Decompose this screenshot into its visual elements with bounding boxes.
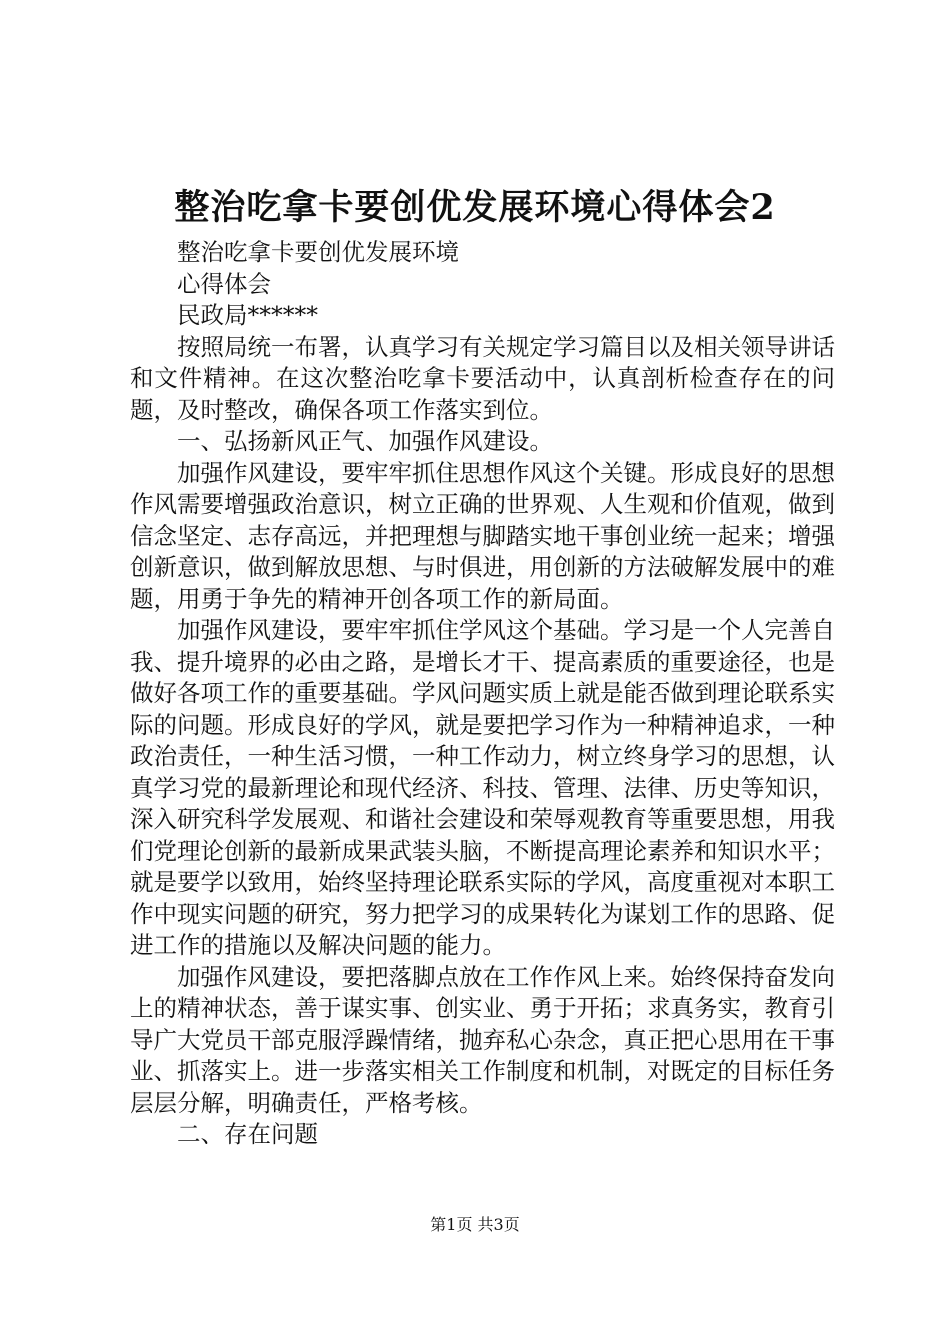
section-heading-2: 二、存在问题 [177,1120,318,1148]
subtitle-line-2: 心得体会 [177,269,271,298]
page-number-footer: 第1页 共3页 [430,1215,520,1234]
section-heading-1: 一、弘扬新风正气、加强作风建设。 [177,427,553,455]
body-paragraph: 加强作风建设，要牢牢抓住思想作风这个关键。形成良好的思想作风需要增强政治意识，树立正确的世界观、人生观和价值观，做到信念坚定、志存高远，并把理想与脚踏实地干事创业统一起来；增强创新意识，做到解放思想、与时俱进，用创新的方法破解发展中的难题，用勇于争先的精神开创各项工作的新局面。 [130,458,835,613]
document-title: 整治吃拿卡要创优发展环境心得体会2 [174,187,776,228]
intro-paragraph: 按照局统一布署，认真学习有关规定学习篇目以及相关领导讲话和文件精神。在这次整治吃拿卡要活动中，认真剖析检查存在的问题，及时整改，确保各项工作落实到位。 [130,332,835,424]
body-paragraph: 加强作风建设，要牢牢抓住学风这个基础。学习是一个人完善自我、提升境界的必由之路，是增长才干、提高素质的重要途径，也是做好各项工作的重要基础。学风问题实质上就是能否做到理论联系实际的问题。形成良好的学风，就是要把学习作为一种精神追求，一种政治责任，一种生活习惯，一种工作动力，树立终身学习的思想，认真学习党的最新理论和现代经济、科技、管理、法律、历史等知识，深入研究科学发展观、和谐社会建设和荣辱观教育等重要思想，用我们党理论创新的最新成果武装头脑，不断提高理论素养和知识水平；就是要学以致用，始终坚持理论联系实际的学风，高度重视对本职工作中现实问题的研究，努力把学习的成果转化为谋划工作的思路、促进工作的措施以及解决问题的能力。 [130,616,835,959]
document-body [130,237,835,1151]
body-paragraph: 加强作风建设，要把落脚点放在工作作风上来。始终保持奋发向上的精神状态，善于谋实事、创实业、勇于开拓；求真务实，教育引导广大党员干部克服浮躁情绪，抛弃私心杂念，真正把心思用在干事业、抓落实上。进一步落实相关工作制度和机制，对既定的目标任务层层分解，明确责任，严格考核。 [130,962,835,1117]
author-line: 民政局****** [177,301,318,329]
subtitle-line-1: 整治吃拿卡要创优发展环境 [177,238,459,266]
